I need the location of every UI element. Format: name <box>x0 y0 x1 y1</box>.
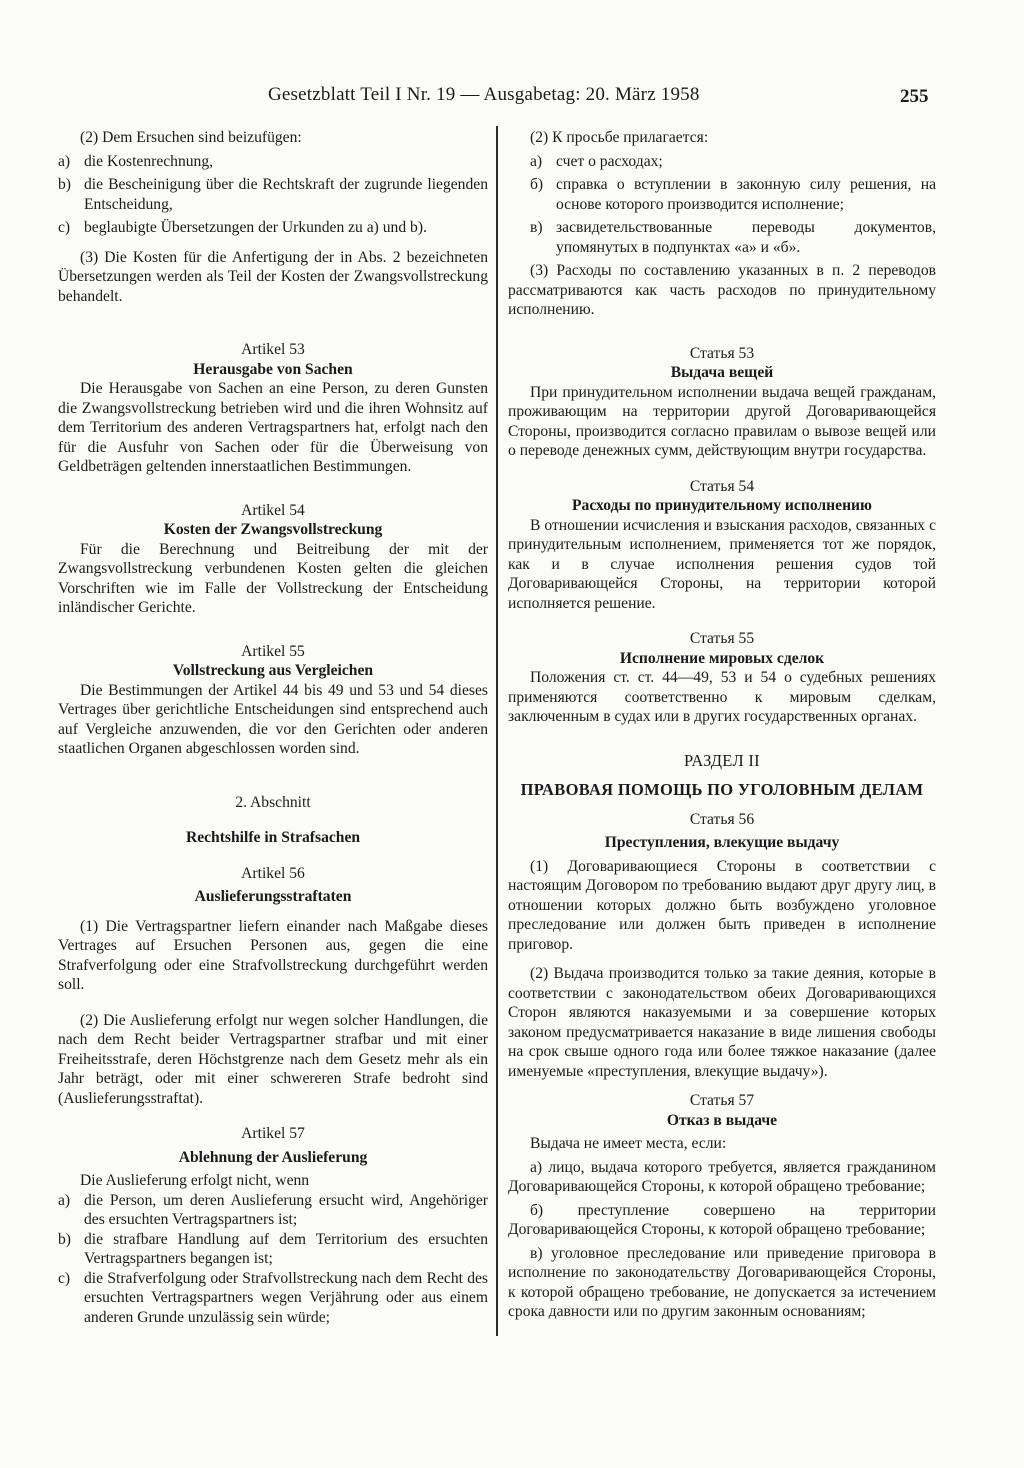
paragraph: При принудительном исполнении выдача вещей гражданам, проживающим на территории другой Договаривающейся Стороны, производится согласно правилам о вывозе вещей или о переводе денежных сумм, действующим внутри государства. <box>508 383 936 459</box>
section-title: Rechtshilfe in Strafsachen <box>185 829 361 846</box>
article-number: Статья 56 <box>689 810 755 828</box>
russian-column <box>508 128 936 1322</box>
article-number: Artikel 54 <box>241 501 305 519</box>
paragraph: (2) Die Auslieferung erfolgt nur wegen solcher Handlungen, die nach dem Recht beider Vertragspartner strafbar und mit einer Freiheitsstrafe, deren Höchstgrenze nach dem Gesetz mehr als ein Jahr beträgt, oder mit einer schwereren Strafe bedroht sind (Auslieferungsstraftat). <box>58 1011 488 1107</box>
page-number: 255 <box>900 86 929 107</box>
article-title: Vollstreckung aus Vergleichen <box>172 662 374 679</box>
article-number: Artikel 53 <box>241 341 305 358</box>
list-item: а) лицо, выдача которого требуется, является гражданином Договаривающейся Стороны, к которой обращено требование; <box>508 1158 936 1195</box>
section-number: 2. Abschnitt <box>235 793 311 811</box>
article-number: Artikel 55 <box>241 642 305 660</box>
paragraph: (2) Выдача производится только за такие деяния, которые в соответствии с законодательством обеих Договаривающихся Сторон являются наказуемыми и за совершение которых законом предусматривается наказание в виде лишения свободы на срок свыше одного года или более тяжкое наказание (далее именуемые «преступления, влекущие выдачу»). <box>508 965 936 1080</box>
list-item: b) die strafbare Handlung auf dem Territorium des ersuchten Vertragspartners begangen ist; <box>58 1230 488 1267</box>
article-title: Auslieferungsstraftaten <box>194 888 352 905</box>
list-item: a) die Person, um deren Auslieferung ersucht wird, Angehöriger des ersuchten Vertragspartners ist; <box>58 1191 488 1228</box>
article-number: Статья 55 <box>689 630 755 647</box>
section-title: ПРАВОВАЯ ПОМОЩЬ ПО УГОЛОВНЫМ ДЕЛАМ <box>520 780 924 799</box>
article-number: Статья 54 <box>689 477 755 495</box>
list-item: в) засвидетельствованные переводы документов, упомянутых в подпунктах «а» и «б». <box>530 219 936 256</box>
article-title: Kosten der Zwangsvollstreckung <box>163 521 383 538</box>
article-title: Herausgabe von Sachen <box>193 360 353 378</box>
list-item: в) уголовное преследование или приведение приговора в исполнение по законодательству Договаривающейся Стороны, к которой обращено требование, не допускается за истечением срока давности или по другим законным основаниям; <box>508 1244 936 1320</box>
list-item: a) die Kostenrechnung, <box>58 152 214 170</box>
paragraph: (3) Die Kosten für die Anfertigung der in Abs. 2 bezeichneten Übersetzungen werden als Teil der Kosten der Zwangsvollstreckung behandelt. <box>58 248 488 305</box>
column-divider <box>496 126 498 1336</box>
paragraph: Выдача не имеет места, если: <box>530 1135 727 1152</box>
article-title: Преступления, влекущие выдачу <box>604 834 840 851</box>
list-item: c) beglaubigte Übersetzungen der Urkunden zu a) und b). <box>58 219 427 236</box>
paragraph: Die Auslieferung erfolgt nicht, wenn <box>80 1172 310 1189</box>
article-number: Статья 57 <box>689 1092 755 1109</box>
paragraph: (3) Расходы по составлению указанных в п. 2 переводов рассматриваются как часть расходов по принудительному исполнению. <box>508 262 936 318</box>
paragraph: (1) Договаривающиеся Стороны в соответствии с настоящим Договором по требованию выдают друг другу лиц, в отношении которых должно быть возбуждено уголовное преследование или должен быть приведен в исполнение приговор. <box>508 857 936 953</box>
paragraph: Für die Berechnung und Beitreibung der mit der Zwangsvollstreckung verbundenen Kosten gelten die gleichen Vorschriften wie im Falle der Vollstreckung der Entscheidung inländischer Gerichte. <box>58 540 488 616</box>
german-column <box>58 128 488 1327</box>
list-item: б) преступление совершено на территории Договаривающейся Стороны, к которой обращено требование; <box>508 1201 936 1238</box>
article-number: Artikel 57 <box>241 1125 305 1142</box>
page-header <box>0 0 1024 118</box>
article-number: Artikel 56 <box>241 864 305 882</box>
list-item: а) счет о расходах; <box>530 152 663 170</box>
article-title: Расходы по принудительному исполнению <box>572 497 872 514</box>
article-title: Выдача вещей <box>670 364 774 381</box>
paragraph: Die Herausgabe von Sachen an eine Person, zu deren Gunsten die Zwangsvollstreckung betrieben wird und die ihren Wohnsitz auf dem Territorium des anderen Vertragspartners hat, erfolgt nach den für die Ausfuhr von Sachen oder für die Überweisung von Geldbeträgen geltenden innerstaatlichen Bestimmungen. <box>58 380 488 475</box>
list-item: b) die Bescheinigung über die Rechtskraft der zugrunde liegenden Entscheidung, <box>58 176 488 213</box>
article-title: Отказ в выдаче <box>666 1111 778 1129</box>
section-number: РАЗДЕЛ II <box>684 750 760 770</box>
paragraph: Положения ст. ст. 44—49, 53 и 54 о судебных решениях применяются соответственно к мировым сделкам, заключенным в судах или в других государственных органах. <box>508 669 936 725</box>
article-title: Исполнение мировых сделок <box>619 649 825 667</box>
list-item: б) справка о вступлении в законную силу решения, на основе которого производится исполнение; <box>530 176 936 213</box>
paragraph: (2) Dem Ersuchen sind beizufügen: <box>80 129 302 146</box>
article-title: Ablehnung der Auslieferung <box>178 1148 368 1166</box>
paragraph: В отношении исчисления и взыскания расходов, связанных с принудительным исполнением, применяется тот же порядок, как и в случае исполнения решения судов той Договаривающейся Стороны, на территории которой исполняется решение. <box>508 516 936 612</box>
paragraph: (2) К просьбе прилагается: <box>530 129 709 146</box>
article-number: Статья 53 <box>689 344 755 362</box>
paragraph: (1) Die Vertragspartner liefern einander nach Maßgabe dieses Vertrages auf Ersuchen Personen aus, gegen die eine Strafverfolgung oder eine Strafvollstreckung durchgeführt werden soll. <box>58 917 488 993</box>
paragraph: Die Bestimmungen der Artikel 44 bis 49 und 53 und 54 dieses Vertrages über gerichtliche Entscheidungen sind entsprechend auch auf Vergleiche anzuwenden, die vor den Gerichten oder anderen staatlichen Organen abgeschlossen worden sind. <box>58 681 488 757</box>
list-item: c) die Strafverfolgung oder Strafvollstreckung nach dem Recht des ersuchten Vertragspartners wegen Verjährung oder aus einem anderen Grunde unzulässig sein würde; <box>58 1269 488 1326</box>
header-title: Gesetzblatt Teil I Nr. 19 — Ausgabetag: 20. März 1958 <box>268 84 700 105</box>
